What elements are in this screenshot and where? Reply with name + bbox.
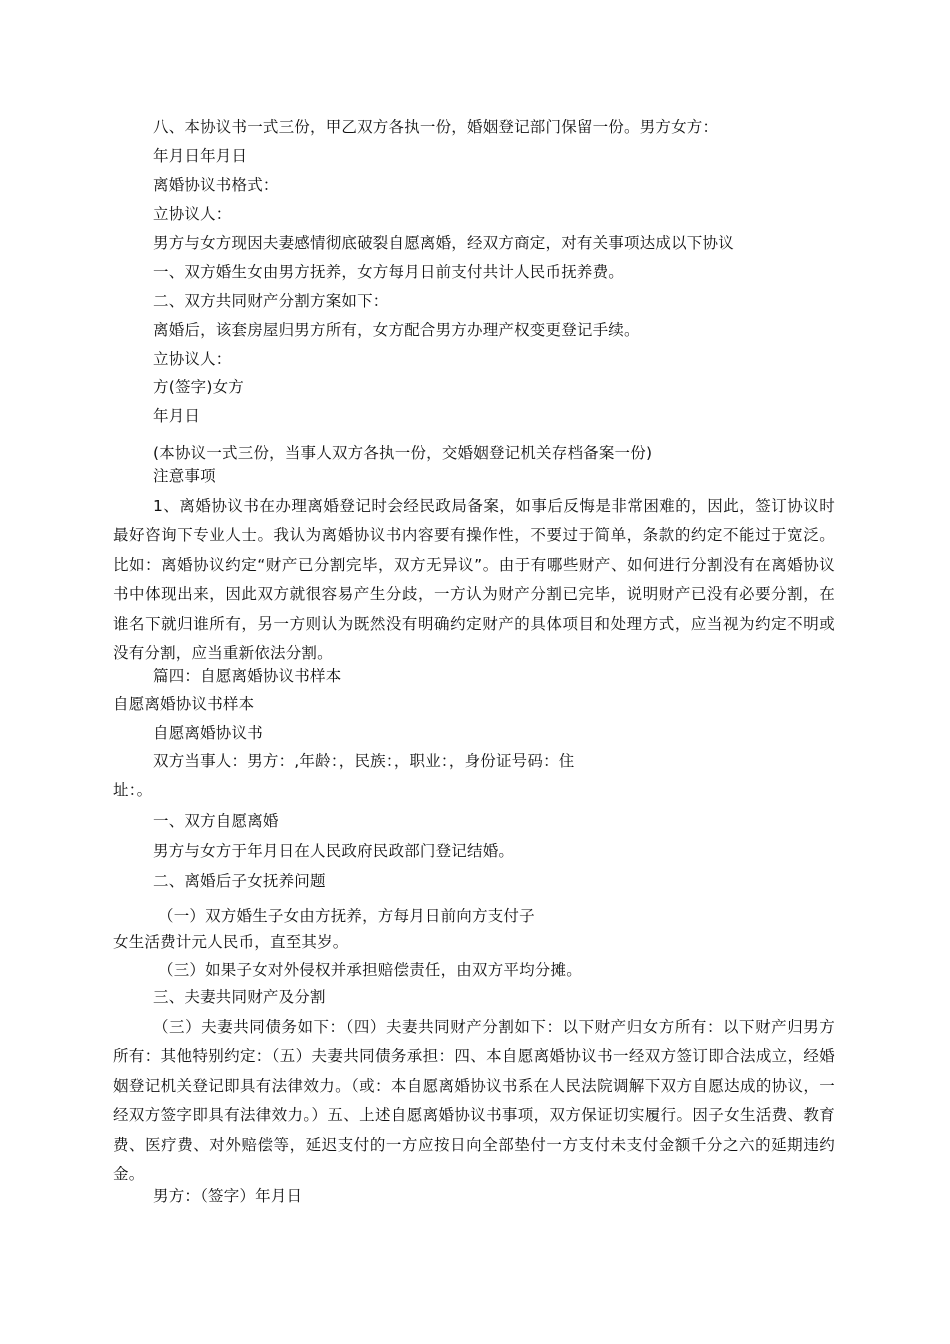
text-line: 年月日 (153, 407, 201, 425)
text-line: 二、离婚后子女抚养问题 (153, 872, 326, 890)
text-line: 自愿离婚协议书样本 (113, 695, 255, 713)
text-line: 立协议人： (153, 205, 232, 223)
paragraph: 1、离婚协议书在办理离婚登记时会经民政局备案，如事后反悔是非常困难的，因此，签订协议时最好咨询下专业人士。我认为离婚协议书内容要有操作性，不要过于简单，条款的约定不能过于宽泛。比如：离婚协议约定“财产已分割完毕，双方无异议”。由于有哪些财产、如何进行分割没有在离婚协议书中体现出来，因此双方就很容易产生分歧，一方认为财产分割已完毕，说明财产已没有必要分割，在谁名下就归谁所有，另一方则认为既然没有明确约定财产的具体项目和处理方式，应当视为约定不明或没有分割，应当重新依法分割。 (113, 497, 835, 663)
text-line: 三、夫妻共同财产及分割 (153, 988, 326, 1006)
text-line: 男方与女方现因夫妻感情彻底破裂自愿离婚，经双方商定，对有关事项达成以下协议 (153, 234, 734, 252)
text-line: 方(签字)女方 (153, 378, 244, 396)
text-line: 二、双方共同财产分割方案如下： (153, 292, 389, 310)
text-line: 立协议人： (153, 350, 232, 368)
text-line: 八、本协议书一式三份，甲乙双方各执一份，婚姻登记部门保留一份。男方女方： (153, 118, 719, 136)
text-line: 离婚后，该套房屋归男方所有，女方配合男方办理产权变更登记手续。 (153, 321, 640, 339)
section-heading: 篇四：自愿离婚协议书样本 (153, 667, 342, 685)
text-line: (本协议一式三份，当事人双方各执一份，交婚姻登记机关存档备案一份) (153, 444, 653, 462)
text-line: 年月日年月日 (153, 147, 248, 165)
text-line: 注意事项 (153, 467, 216, 485)
text-line: 一、双方自愿离婚 (153, 812, 279, 830)
signature-line: 男方：（签字）年月日 (153, 1187, 303, 1205)
text-line: 男方与女方于年月日在人民政府民政部门登记结婚。 (153, 842, 515, 860)
text-line: 女生活费计元人民币，直至其岁。 (113, 933, 349, 951)
text-line: （一）双方婚生子女由方抚养，方每月日前向方支付子 (158, 907, 535, 925)
text-line: （三）如果子女对外侵权并承担赔偿责任，由双方平均分摊。 (158, 961, 582, 979)
text-line: 自愿离婚协议书 (153, 724, 263, 742)
text-line: 双方当事人：男方：,年龄：，民族：，职业：，身份证号码：住 (153, 752, 575, 770)
text-line: 址：。 (113, 781, 153, 799)
text-line: 一、双方婚生女由男方抚养，女方每月日前支付共计人民币抚养费。 (153, 263, 625, 281)
paragraph: （三）夫妻共同债务如下：（四）夫妻共同财产分割如下：以下财产归女方所有：以下财产归男方所有：其他特别约定：（五）夫妻共同债务承担：四、本自愿离婚协议书一经双方签订即合法成立，经婚姻登记机关登记即具有法律效力。（或：本自愿离婚协议书系在人民法院调解下双方自愿达成的协议，一经双方签字即具有法律效力。）五、上述自愿离婚协议书事项，双方保证切实履行。因子女生活费、教育费、医疗费、对外赔偿等，延迟支付的一方应按日向全部垫付一方支付未支付金额千分之六的延期违约金。 (113, 1018, 835, 1184)
text-line: 离婚协议书格式： (153, 176, 279, 194)
